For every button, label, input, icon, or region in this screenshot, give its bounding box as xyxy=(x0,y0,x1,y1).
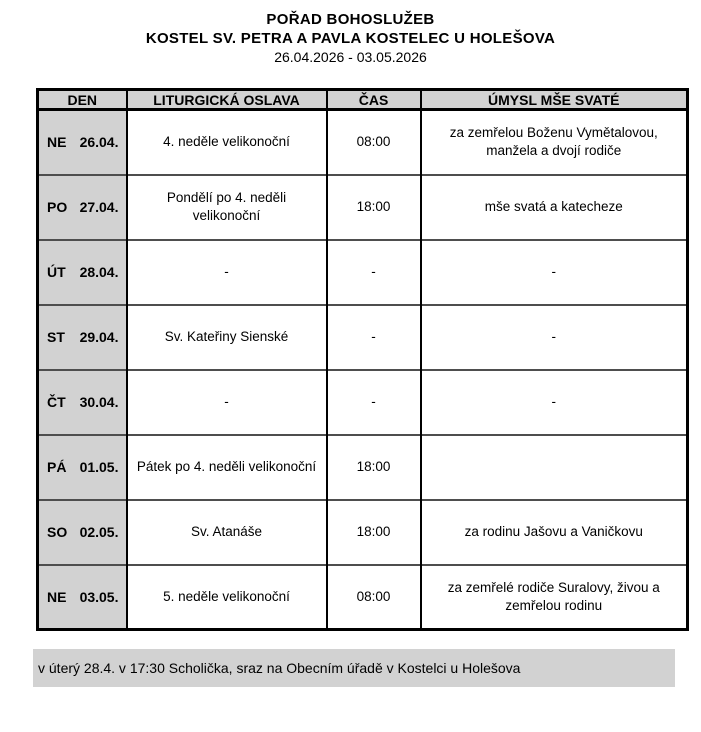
intention-cell: mše svatá a katecheze xyxy=(421,175,688,240)
time-cell: 08:00 xyxy=(327,110,421,175)
intention-cell xyxy=(421,435,688,500)
day-date: 27.04. xyxy=(79,199,119,215)
day-date: 03.05. xyxy=(79,588,119,605)
footer-note-bar xyxy=(33,649,675,687)
day-abbr: NE xyxy=(47,134,67,151)
time-cell: - xyxy=(327,240,421,305)
page-subtitle: KOSTEL SV. PETRA A PAVLA KOSTELEC U HOLEŠOVA xyxy=(145,30,556,47)
col-header-celebration: LITURGICKÁ OSLAVA xyxy=(127,90,327,110)
time-cell: 18:00 xyxy=(327,175,421,240)
time-cell: - xyxy=(327,370,421,435)
day-date: 26.04. xyxy=(79,134,119,151)
day-cell xyxy=(38,565,127,630)
day-cell xyxy=(38,175,127,240)
schedule-body xyxy=(38,110,688,630)
table-row xyxy=(38,240,688,305)
celebration-cell: 5. neděle velikonoční xyxy=(127,565,327,630)
header-row xyxy=(38,90,688,110)
time-cell: - xyxy=(327,305,421,370)
celebration-cell: Pondělí po 4. neděli velikonoční xyxy=(127,175,327,240)
table-row xyxy=(38,305,688,370)
time-cell: 18:00 xyxy=(327,435,421,500)
day-abbr: ČT xyxy=(47,394,66,410)
day-date: 29.04. xyxy=(79,329,119,345)
page-title: POŘAD BOHOSLUŽEB xyxy=(266,11,435,28)
day-date: 30.04. xyxy=(79,394,119,410)
day-cell xyxy=(38,370,127,435)
day-cell xyxy=(38,305,127,370)
intention-cell: - xyxy=(421,240,688,305)
time-cell: 08:00 xyxy=(327,565,421,630)
celebration-cell: - xyxy=(127,370,327,435)
footer-note: v úterý 28.4. v 17:30 Scholička, sraz na Obecním úřadě v Kostelci u Holešova xyxy=(38,660,521,676)
table-row xyxy=(38,110,688,175)
day-cell xyxy=(38,110,127,175)
day-date: 01.05. xyxy=(79,459,119,475)
col-header-intention: ÚMYSL MŠE SVATÉ xyxy=(421,90,688,110)
intention-cell: za zemřelé rodiče Suralovy, živou a zemřelou rodinu xyxy=(421,565,688,630)
day-cell xyxy=(38,500,127,565)
col-header-den: DEN xyxy=(38,90,127,110)
celebration-cell: Sv. Atanáše xyxy=(127,500,327,565)
celebration-cell: 4. neděle velikonoční xyxy=(127,110,327,175)
celebration-cell: Pátek po 4. neděli velikonoční xyxy=(127,435,327,500)
intention-cell: za rodinu Jašovu a Vaničkovu xyxy=(421,500,688,565)
celebration-cell: - xyxy=(127,240,327,305)
table-row xyxy=(38,175,688,240)
day-abbr: NE xyxy=(47,588,67,605)
table-row xyxy=(38,435,688,500)
intention-cell: - xyxy=(421,370,688,435)
time-cell: 18:00 xyxy=(327,500,421,565)
day-abbr: PÁ xyxy=(47,459,67,475)
intention-cell: za zemřelou Boženu Vymětalovou, manžela a dvojí rodiče xyxy=(421,110,688,175)
celebration-cell: Sv. Kateřiny Sienské xyxy=(127,305,327,370)
document-header xyxy=(0,0,701,66)
day-abbr: SO xyxy=(47,524,68,540)
day-date: 28.04. xyxy=(79,264,119,280)
col-header-time: ČAS xyxy=(327,90,421,110)
day-abbr: ÚT xyxy=(47,264,66,280)
day-abbr: PO xyxy=(47,199,68,215)
date-range: 26.04.2026 - 03.05.2026 xyxy=(274,49,427,65)
table-row xyxy=(38,370,688,435)
table-row xyxy=(38,565,688,630)
table-header xyxy=(38,90,688,110)
day-date: 02.05. xyxy=(79,524,119,540)
schedule-table xyxy=(36,88,689,631)
day-cell xyxy=(38,240,127,305)
day-abbr: ST xyxy=(47,329,65,345)
day-cell xyxy=(38,435,127,500)
intention-cell: - xyxy=(421,305,688,370)
table-row xyxy=(38,500,688,565)
